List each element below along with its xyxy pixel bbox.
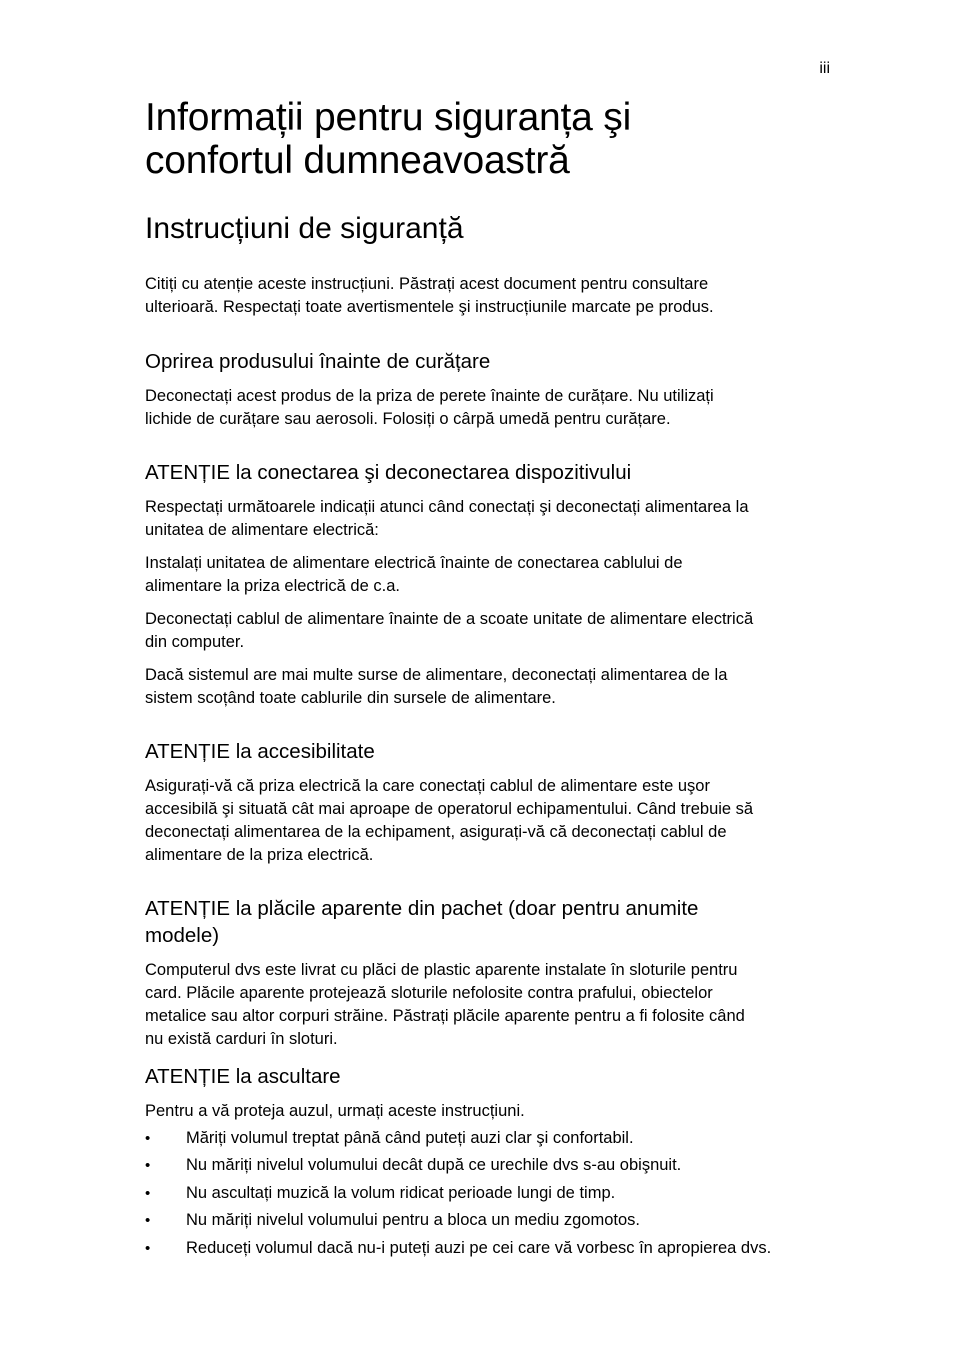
list-item	[145, 1127, 835, 1150]
list-item	[145, 1182, 835, 1205]
accessibility-line-3: deconectați alimentarea de la echipament, asigurați-vă că deconectați cablul de	[145, 823, 727, 841]
list-item	[145, 1237, 835, 1260]
bullet-icon: •	[145, 1212, 151, 1230]
connecting-paragraph-4	[145, 664, 835, 710]
listening-intro: Pentru a vă proteja auzul, urmați aceste instrucțiuni.	[145, 1102, 525, 1120]
plates-line-1: Computerul dvs este livrat cu plăci de plastic aparente instalate în sloturile pentru	[145, 961, 738, 979]
connecting-p4-line-1: Dacă sistemul are mai multe surse de alimentare, deconectați alimentarea de la	[145, 666, 728, 684]
document-body	[145, 96, 835, 1264]
connecting-paragraph-3	[145, 608, 835, 654]
connecting-paragraph-2	[145, 552, 835, 598]
plates-heading-line-1: ATENȚIE la plăcile aparente din pachet (doar pentru anumite	[145, 897, 699, 920]
list-item	[145, 1209, 835, 1232]
connecting-p2-line-1: Instalați unitatea de alimentare electrică înainte de conectarea cablului de	[145, 554, 683, 572]
accessibility-heading: ATENȚIE la accesibilitate	[145, 740, 375, 763]
bullet-icon: •	[145, 1130, 151, 1147]
plates-heading	[145, 895, 835, 949]
plates-line-2: card. Plăcile aparente protejează sloturile nefolosite contra prafului, obiectelor	[145, 984, 713, 1002]
page-title-line-2: confortul dumneavoastră	[145, 139, 570, 182]
connecting-p1-line-2: unitatea de alimentare electrică:	[145, 521, 379, 539]
list-item-text: Reduceți volumul dacă nu-i puteți auzi pe cei care vă vorbesc în apropierea dvs.	[186, 1238, 772, 1257]
intro-paragraph	[145, 273, 835, 319]
listening-bullet-list	[145, 1127, 835, 1260]
page-number: iii	[819, 60, 830, 77]
page-title-line-1: Informații pentru siguranța şi	[145, 96, 632, 139]
plates-line-3: metalice sau altor corpuri străine. Păstrați plăcile aparente pentru a fi folosite când	[145, 1007, 745, 1025]
connecting-p3-line-1: Deconectați cablul de alimentare înainte de a scoate unitate de alimentare electrică	[145, 610, 754, 628]
section-title: Instrucțiuni de siguranță	[145, 212, 464, 245]
connecting-p2-line-2: alimentare la priza electrică de c.a.	[145, 577, 400, 595]
cleaning-paragraph	[145, 385, 835, 431]
plates-heading-line-2: modele)	[145, 924, 220, 947]
connecting-heading: ATENȚIE la conectarea şi deconectarea dispozitivului	[145, 461, 632, 484]
plates-paragraph	[145, 959, 835, 1051]
intro-line-1: Citiți cu atenție aceste instrucțiuni. Păstrați acest document pentru consultare	[145, 275, 709, 293]
listening-heading: ATENȚIE la ascultare	[145, 1065, 341, 1088]
accessibility-paragraph	[145, 775, 835, 867]
connecting-paragraph-1	[145, 496, 835, 542]
list-item-text: Măriți volumul treptat până când puteți auzi clar şi confortabil.	[186, 1129, 634, 1147]
cleaning-line-2: lichide de curățare sau aerosoli. Folosiți o cârpă umedă pentru curățare.	[145, 410, 671, 428]
bullet-icon: •	[145, 1157, 151, 1175]
list-item-text: Nu măriți nivelul volumului pentru a bloca un mediu zgomotos.	[186, 1211, 640, 1230]
accessibility-line-4: alimentare de la priza electrică.	[145, 846, 374, 864]
cleaning-line-1: Deconectați acest produs de la priza de perete înainte de curățare. Nu utilizați	[145, 387, 714, 405]
accessibility-line-2: accesibilă şi situată cât mai aproape de operatorul echipamentului. Când trebuie să	[145, 800, 754, 818]
page-title	[145, 96, 835, 182]
list-item-text: Nu ascultați muzică la volum ridicat perioade lungi de timp.	[186, 1183, 616, 1202]
accessibility-line-1: Asigurați-vă că priza electrică la care conectați cablul de alimentare este uşor	[145, 777, 710, 795]
cleaning-heading: Oprirea produsului înainte de curățare	[145, 350, 491, 373]
bullet-icon: •	[145, 1239, 151, 1257]
connecting-p3-line-2: din computer.	[145, 633, 245, 651]
plates-line-4: nu există carduri în sloturi.	[145, 1030, 338, 1048]
connecting-p4-line-2: sistem scoțând toate cablurile din sursele de alimentare.	[145, 689, 556, 707]
list-item-text: Nu măriți nivelul volumului decât după ce urechile dvs s-au obişnuit.	[186, 1156, 682, 1175]
connecting-p1-line-1: Respectați următoarele indicații atunci când conectați şi deconectați alimentarea la	[145, 498, 749, 516]
intro-line-2: ulterioară. Respectați toate avertismentele şi instrucțiunile marcate pe produs.	[145, 298, 714, 316]
list-item	[145, 1154, 835, 1177]
bullet-icon: •	[145, 1184, 151, 1202]
